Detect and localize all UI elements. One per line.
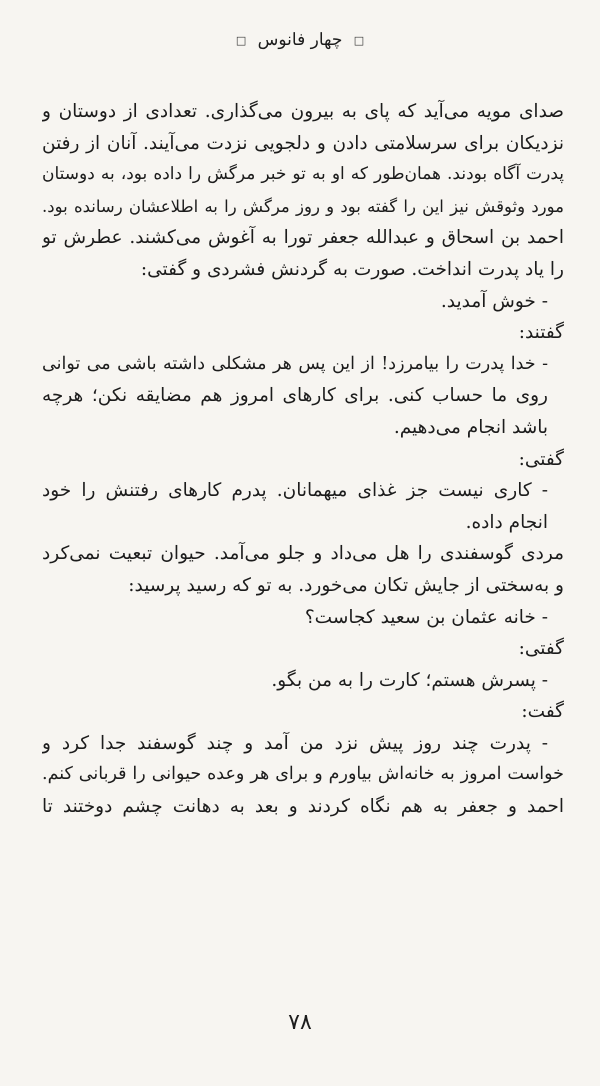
dialogue-line: - کاری نیست جز غذای میهمانان. پدرم کارهای رفتنش را خود [42, 480, 548, 502]
speaker-line: گفتند: [518, 322, 564, 344]
dialogue-line: انجام داده. [465, 511, 548, 533]
text-line: احمد بن اسحاق و عبدالله جعفر تورا به آغوش می‌کشند. عطرش تو [42, 227, 564, 249]
dialogue-line: - خدا پدرت را بیامرزد! از این پس هر مشکلی داشته باشی می توانی [42, 353, 548, 374]
text-line: مورد وثوقش نیز این را گفته بود و روز مرگش را به اطلاعشان رسانده بود. [42, 196, 564, 216]
dialogue-line: - خوش آمدید. [440, 290, 548, 312]
dialogue-line: باشد انجام می‌دهیم. [393, 416, 548, 438]
text-line: نزدیکان برای سرسلامتی دادن و دلجویی نزدت می‌آیند. آنان از رفتن [42, 132, 564, 154]
header-ornament-left: □ [235, 34, 247, 47]
text-line: پدرت آگاه بودند. همان‌طور که او به تو خبر مرگش را داده بود، به دوستان [42, 164, 564, 185]
running-header [0, 30, 600, 50]
page-body-text [42, 96, 564, 823]
header-ornament-right: □ [353, 34, 365, 47]
dialogue-line: روی ما حساب کنی. برای کارهای امروز هم مضایقه نکن؛ هرچه [42, 385, 548, 407]
text-line: خواست امروز به خانه‌اش بیاورم و برای هر وعده حیوانی را قربانی کنم. [42, 764, 564, 785]
text-line: صدای مویه می‌آید که پای به بیرون می‌گذاری. تعدادی از دوستان و [42, 101, 564, 122]
speaker-line: گفتی: [518, 448, 564, 470]
page-number: ۷۸ [288, 1010, 312, 1035]
text-line: مردی گوسفندی را هل می‌داد و جلو می‌آمد. حیوان تبعیت نمی‌کرد [42, 543, 564, 565]
dialogue-line: - خانه عثمان بن سعید کجاست؟ [304, 606, 548, 628]
book-title: چهار فانوس [257, 30, 343, 50]
text-line: را یاد پدرت انداخت. صورت به گردنش فشردی و گفتی: [140, 258, 564, 280]
speaker-line: گفت: [521, 701, 564, 723]
speaker-line: گفتی: [518, 638, 564, 660]
text-line: و به‌سختی از جایش تکان می‌خورد. به تو که رسید پرسید: [128, 574, 564, 596]
dialogue-line: - پسرش هستم؛ کارت را به من بگو. [271, 669, 548, 691]
dialogue-line: - پدرت چند روز پیش نزد من آمد و چند گوسفند جدا کرد و [42, 732, 548, 754]
text-line: احمد و جعفر به هم نگاه کردند و بعد به دهانت چشم دوختند تا [42, 796, 564, 818]
